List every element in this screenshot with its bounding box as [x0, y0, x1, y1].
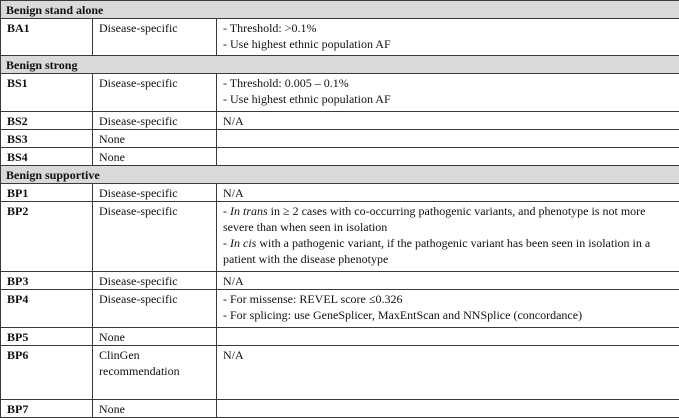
criterion-code: BS4: [1, 148, 93, 166]
criterion-code: BS1: [1, 74, 93, 112]
criterion-specification: [217, 328, 679, 346]
spec-text: in ≥ 2 cases with co-occurring pathogenic variants, and phenotype is not more severe than when seen in isolation: [223, 204, 645, 234]
spec-line: - For splicing: use GeneSplicer, MaxEntScan and NNSplice (concordance): [223, 307, 673, 323]
table-row-ba1: [1, 19, 679, 56]
criterion-category: None: [93, 328, 217, 346]
criterion-specification: [217, 19, 679, 56]
criterion-category: None: [93, 130, 217, 148]
criterion-code: BA1: [1, 19, 93, 56]
criterion-specification: N/A: [217, 184, 679, 202]
criterion-category: Disease-specific: [93, 112, 217, 130]
section-header-standalone: [1, 1, 679, 19]
spec-line: - Use highest ethnic population AF: [223, 91, 673, 107]
table-row-bs1: [1, 74, 679, 112]
criterion-specification: N/A: [217, 112, 679, 130]
criterion-category: None: [93, 148, 217, 166]
spec-line: - Threshold: >0.1%: [223, 20, 673, 36]
section-header-strong: [1, 56, 679, 74]
bullet: -: [223, 236, 230, 250]
criterion-code: BS2: [1, 112, 93, 130]
criterion-code: BP2: [1, 202, 93, 272]
criterion-category: Disease-specific: [93, 184, 217, 202]
criterion-category: ClinGen recommendation: [93, 346, 217, 400]
criterion-specification: N/A: [217, 346, 679, 400]
table-row-bp4: [1, 290, 679, 328]
spec-line: - Threshold: 0.005 – 0.1%: [223, 75, 673, 91]
section-title: Benign strong: [1, 56, 679, 74]
criterion-code: BP7: [1, 400, 93, 418]
criterion-code: BP6: [1, 346, 93, 400]
spec-line: - Use highest ethnic population AF: [223, 36, 673, 52]
criterion-specification: [217, 400, 679, 418]
criterion-code: BP1: [1, 184, 93, 202]
criterion-specification: [217, 202, 679, 272]
spec-line-in-trans: [223, 203, 673, 235]
table-row-bp7: [1, 400, 679, 418]
criterion-specification: [217, 74, 679, 112]
criterion-specification: [217, 130, 679, 148]
criterion-category: Disease-specific: [93, 272, 217, 290]
criterion-category: Disease-specific: [93, 290, 217, 328]
criterion-code: BP4: [1, 290, 93, 328]
criterion-category: Disease-specific: [93, 74, 217, 112]
criterion-category: None: [93, 400, 217, 418]
table-row-bp3: [1, 272, 679, 290]
table-row-bs4: [1, 148, 679, 166]
section-title: Benign supportive: [1, 166, 679, 184]
table-row-bp2: [1, 202, 679, 272]
bullet: -: [223, 204, 230, 218]
italic-term: In trans: [230, 204, 268, 218]
table-row-bs2: [1, 112, 679, 130]
table-row-bp5: [1, 328, 679, 346]
table-row-bp1: [1, 184, 679, 202]
spec-line: - For missense: REVEL score ≤0.326: [223, 291, 673, 307]
criterion-category: Disease-specific: [93, 19, 217, 56]
criterion-code: BP3: [1, 272, 93, 290]
table-row-bp6: [1, 346, 679, 400]
italic-term: In cis: [230, 236, 256, 250]
criterion-specification: N/A: [217, 272, 679, 290]
spec-text: with a pathogenic variant, if the pathogenic variant has been seen in isolation in a patient with the disease phenotype: [223, 236, 650, 266]
criterion-category: Disease-specific: [93, 202, 217, 272]
criterion-specification: [217, 290, 679, 328]
spec-line-in-cis: [223, 235, 673, 267]
criterion-specification: [217, 148, 679, 166]
criterion-code: BP5: [1, 328, 93, 346]
section-header-supportive: [1, 166, 679, 184]
section-title: Benign stand alone: [1, 1, 679, 19]
criterion-code: BS3: [1, 130, 93, 148]
table-row-bs3: [1, 130, 679, 148]
